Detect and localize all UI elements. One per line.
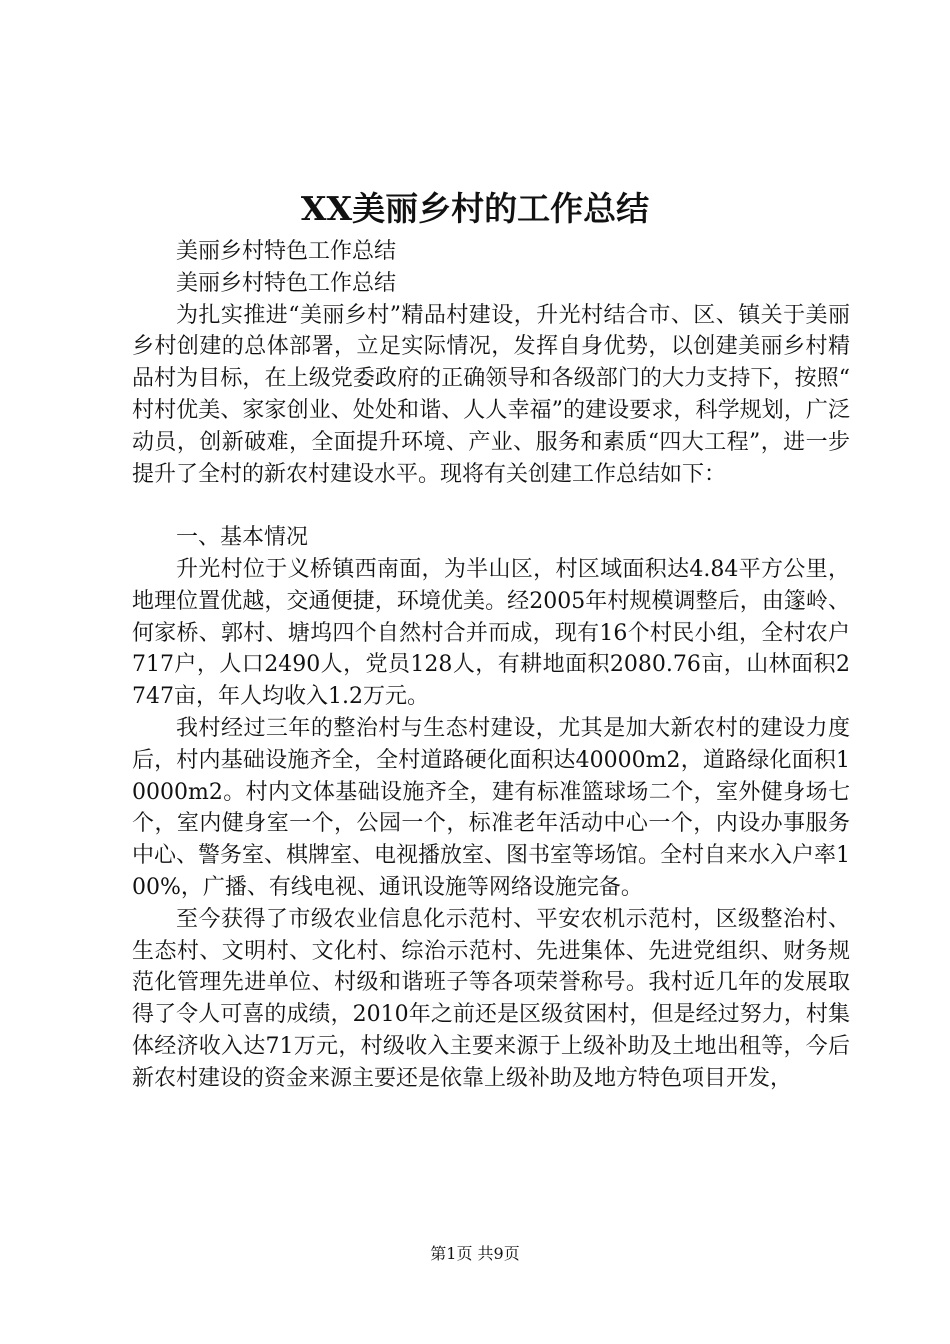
body-paragraph: 我村经过三年的整治村与生态村建设，尤其是加大新农村的建设力度后，村内基础设施齐全，全村道路硬化面积达40000m2，道路绿化面积10000m2。村内文体基础设施齐全，建有标准篮球场二个，室外健身场七个，室内健身室一个，公园一个，标准老年活动中心一个，内设办事服务中心、警务室、棋牌室、电视播放室、图书室等场馆。全村自来水入户率100%，广播、有线电视、通讯设施等网络设施完备。 [132,715,850,900]
subtitle-line: 美丽乡村特色工作总结 [176,270,397,296]
body-paragraph: 至今获得了市级农业信息化示范村、平安农机示范村，区级整治村、生态村、文明村、文化村、综治示范村、先进集体、先进党组织、财务规范化管理先进单位、村级和谐班子等各项荣誉称号。我村近几年的发展取得了令人可喜的成绩，2010年之前还是区级贫困村，但是经过努力，村集体经济收入达71万元，村级收入主要来源于上级补助及土地出租等，今后新农村建设的资金来源主要还是依靠上级补助及地方特色项目开发， [132,906,850,1091]
document-body [132,236,850,1095]
body-paragraph: 升光村位于义桥镇西南面，为半山区，村区域面积达4.84平方公里，地理位置优越，交通便捷，环境优美。经2005年村规模调整后，由篴岭、何家桥、郭村、塘坞四个自然村合并而成，现有16个村民小组，全村农户717户，人口2490人，党员128人，有耕地面积2080.76亩，山林面积2747亩，年人均收入1.2万元。 [132,556,850,710]
section-heading: 一、基本情况 [176,525,309,551]
page-footer: 第1页 共9页 [430,1244,520,1263]
paragraph-spacer [132,490,850,522]
subtitle-line: 美丽乡村特色工作总结 [176,239,397,264]
document-title: XX美丽乡村的工作总结 [300,189,650,228]
intro-paragraph: 为扎实推进“美丽乡村”精品村建设，升光村结合市、区、镇关于美丽乡村创建的总体部署，立足实际情况，发挥自身优势，以创建美丽乡村精品村为目标，在上级党委政府的正确领导和各级部门的大力支持下，按照“村村优美、家家创业、处处和谐、人人幸福”的建设要求，科学规划，广泛动员，创新破难，全面提升环境、产业、服务和素质“四大工程”，进一步提升了全村的新农村建设水平。现将有关创建工作总结如下： [132,302,850,487]
